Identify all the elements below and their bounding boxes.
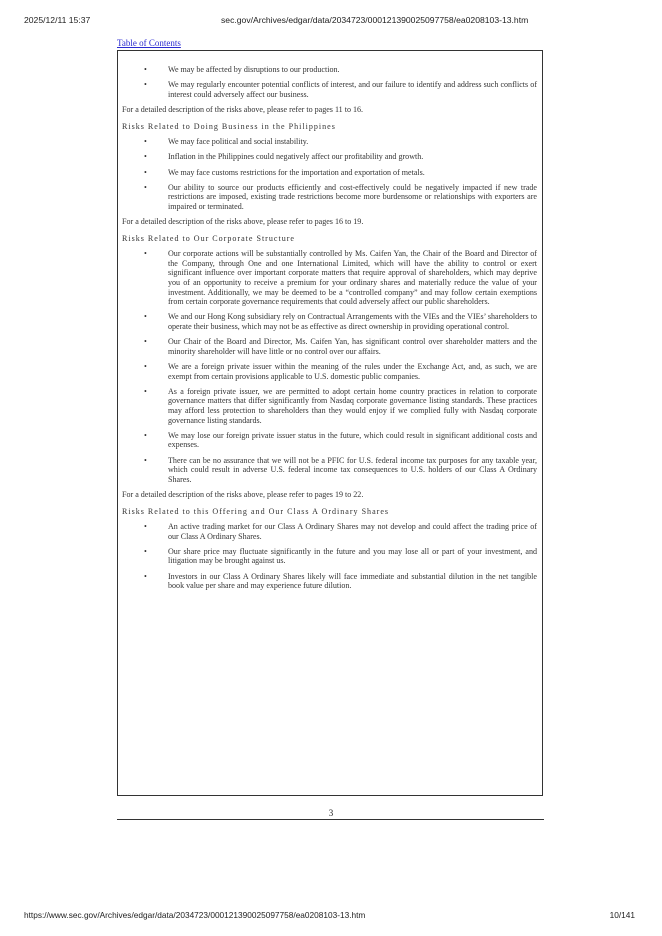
page-divider [117, 819, 544, 820]
list-item [122, 362, 537, 381]
paragraph-pages-16-19: For a detailed description of the risks above, please refer to pages 16 to 19. [122, 217, 364, 227]
bullet-glyph: • [144, 362, 147, 371]
list-item-text: Inflation in the Philippines could negatively affect our profitability and growth. [168, 152, 424, 162]
list-item [122, 137, 537, 147]
list-item-text: Our corporate actions will be substantially controlled by Ms. Caifen Yan, the Chair of the Board and Director of the Company, through One and one International Limited, which will have the ability to control or exert significant influence over important corporate matters that require approval of shareholders, which may deprive you of an opportunity to receive a premium for your ordinary shares and materially reduce the value of your investment. Additionally, we may be deemed to be a “controlled company” and may follow certain exemptions from certain corporate governance requirements that could adversely affect our public shareholders. [168, 249, 537, 307]
bullet-glyph: • [144, 167, 147, 177]
bullet-list-offering [122, 522, 537, 591]
bullet-glyph: • [144, 137, 147, 147]
bullet-glyph: • [144, 522, 147, 532]
list-item [122, 456, 537, 485]
bullet-glyph: • [144, 386, 147, 396]
heading-offering: Risks Related to this Offering and Our Class A Ordinary Shares [122, 506, 390, 516]
bullet-list-corporate [122, 249, 537, 484]
print-url: sec.gov/Archives/edgar/data/2034723/000121390025097758/ea0208103-13.htm [221, 15, 529, 25]
list-item [122, 249, 537, 307]
bullet-glyph: • [144, 312, 147, 322]
print-datetime: 2025/12/11 15:37 [24, 15, 91, 25]
list-item [122, 547, 537, 566]
heading-philippines: Risks Related to Doing Business in the Philippines [122, 121, 336, 131]
list-item-text: Our Chair of the Board and Director, Ms. Caifen Yan, has significant control over shareholder matters and the minority shareholder will have little or no control over our affairs. [168, 337, 537, 356]
list-item-text: We are a foreign private issuer within the meaning of the rules under the Exchange Act, and, as such, we are exempt from certain provisions applicable to U.S. domestic public companies. [168, 362, 537, 381]
bullet-list-top [122, 65, 537, 99]
page-number: 3 [328, 808, 334, 818]
paragraph-pages-11-16: For a detailed description of the risks above, please refer to pages 11 to 16. [122, 104, 364, 114]
bullet-glyph: • [144, 80, 147, 90]
list-item [122, 152, 537, 162]
heading-corporate-structure: Risks Related to Our Corporate Structure [122, 233, 295, 243]
table-of-contents-link[interactable]: Table of Contents [117, 38, 181, 48]
bullet-glyph: • [144, 65, 147, 74]
list-item [122, 80, 537, 99]
bullet-glyph: • [144, 337, 147, 347]
risk-summary-box [117, 50, 543, 796]
bullet-glyph: • [144, 571, 147, 581]
list-item [122, 168, 537, 178]
list-item-text: Our share price may fluctuate significantly in the future and you may lose all or part of your investment, and litigation may be brought against us. [168, 546, 537, 566]
list-item [122, 65, 537, 75]
list-item [122, 387, 537, 425]
list-item [122, 312, 537, 331]
list-item [122, 522, 537, 541]
bullet-list-philippines [122, 137, 537, 211]
print-footer-page: 10/141 [609, 910, 635, 920]
list-item-text: As a foreign private issuer, we are permitted to adopt certain home country practices in relation to corporate governance matters that differ significantly from Nasdaq corporate governance listing standards. These practices may afford less protection to shareholders than they would enjoy if we complied fully with Nasdaq corporate governance listing standards. [168, 386, 537, 425]
list-item-text: Our ability to source our products efficiently and cost-effectively could be negatively impacted if new trade restrictions are imposed, existing trade restrictions become more burdensome or relationships with exporters are impaired or terminated. [168, 182, 537, 211]
list-item [122, 572, 537, 591]
list-item-text: We may face political and social instability. [168, 137, 309, 147]
list-item-text: We and our Hong Kong subsidiary rely on Contractual Arrangements with the VIEs and the VIEs’ shareholders to operate their business, which may not be as effective as direct ownership in providing operational control. [168, 312, 537, 332]
list-item-text: We may face customs restrictions for the importation and exportation of metals. [168, 167, 425, 177]
bullet-glyph: • [144, 182, 147, 192]
bullet-glyph: • [144, 430, 147, 440]
bullet-glyph: • [144, 546, 147, 556]
list-item-text: We may lose our foreign private issuer status in the future, which could result in significant additional costs and expenses. [168, 430, 537, 450]
print-footer-url: https://www.sec.gov/Archives/edgar/data/2034723/000121390025097758/ea0208103-13.htm [24, 910, 366, 920]
list-item-text: We may regularly encounter potential conflicts of interest, and our failure to identify and address such conflicts of interest could adversely affect our business. [168, 80, 537, 99]
list-item [122, 431, 537, 450]
list-item-text: Investors in our Class A Ordinary Shares likely will face immediate and substantial dilution in the net tangible book value per share and may experience future dilution. [168, 571, 537, 591]
list-item [122, 337, 537, 356]
list-item-text: There can be no assurance that we will not be a PFIC for U.S. federal income tax purposes for any taxable year, which could result in adverse U.S. federal income tax consequences to U.S. holders of our Class A Ordinary Shares. [168, 455, 537, 484]
list-item-text: We may be affected by disruptions to our production. [168, 65, 340, 74]
list-item [122, 183, 537, 212]
bullet-glyph: • [144, 152, 147, 162]
bullet-glyph: • [144, 249, 147, 259]
paragraph-pages-19-22: For a detailed description of the risks above, please refer to pages 19 to 22. [122, 489, 364, 499]
bullet-glyph: • [144, 455, 147, 465]
list-item-text: An active trading market for our Class A Ordinary Shares may not develop and could affect the trading price of our Class A Ordinary Shares. [168, 522, 537, 541]
